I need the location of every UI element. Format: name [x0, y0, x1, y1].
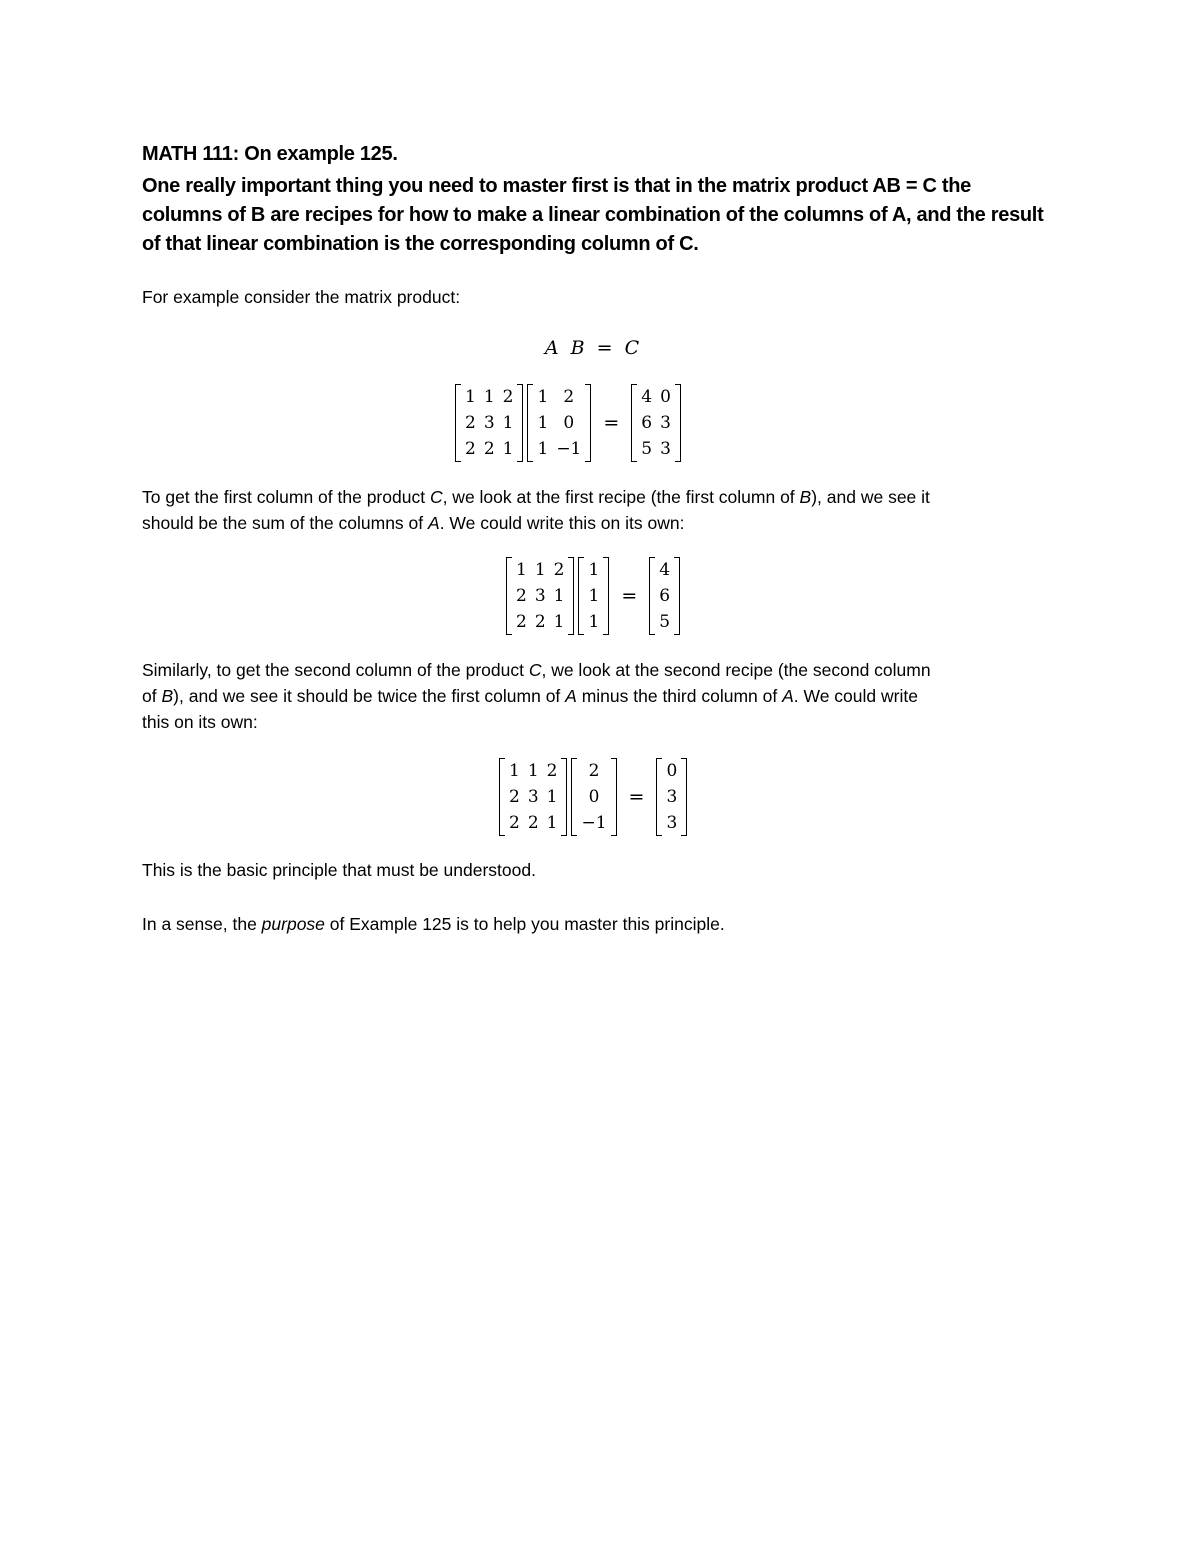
matrix-entry: 1 [534, 560, 546, 580]
symbol-c: C [624, 337, 640, 359]
matrix-entry: 1 [502, 413, 514, 433]
paragraph-line: Similarly, to get the second column of the product C, we look at the second recipe (the second column [142, 660, 931, 680]
second-column-paragraph [142, 657, 1052, 735]
matrix-entry: 2 [502, 387, 514, 407]
matrix-entry: −1 [556, 439, 582, 459]
matrix-row [655, 583, 674, 609]
matrix-entry: 2 [516, 586, 527, 606]
abc-equation [142, 337, 1042, 359]
matrix-grid [512, 557, 568, 635]
matrix-entry: 2 [509, 813, 520, 833]
matrix-entry: 1 [509, 761, 520, 781]
matrix-grid [637, 384, 675, 462]
matrix-entry: 3 [666, 787, 678, 807]
matrix-row [461, 436, 517, 462]
matrix-grid [505, 758, 561, 836]
matrix-row [577, 810, 610, 836]
matrix-row [655, 557, 674, 583]
matrix-entry: 3 [660, 413, 671, 433]
matrix-entry: 1 [516, 560, 527, 580]
matrix-a [499, 758, 567, 836]
matrix-entry: 2 [509, 787, 520, 807]
matrix-row [512, 557, 568, 583]
matrix-a [455, 384, 523, 462]
matrix-entry: 5 [641, 439, 653, 459]
matrix-entry: 1 [588, 612, 600, 632]
matrix-entry: 3 [666, 813, 678, 833]
matrix-grid [577, 758, 610, 836]
matrix-grid [655, 557, 674, 635]
matrix-entry: 3 [483, 413, 495, 433]
matrix-grid [584, 557, 603, 635]
paragraph-line: of B), and we see it should be twice the first column of A minus the third column of A. We could write [142, 686, 918, 706]
matrix-entry: 1 [546, 813, 558, 833]
matrix-entry: 2 [516, 612, 527, 632]
matrix-entry: 1 [553, 612, 565, 632]
equals-sign: = [603, 412, 620, 434]
matrix-entry: 1 [546, 787, 558, 807]
matrix-row [512, 583, 568, 609]
matrix-entry: 1 [537, 413, 549, 433]
matrix-row [512, 609, 568, 635]
recipe-vector-1 [578, 557, 609, 635]
matrix-entry: 1 [588, 586, 600, 606]
matrix-row [577, 758, 610, 784]
first-column-paragraph [142, 484, 1052, 536]
matrix-row [461, 410, 517, 436]
matrix-entry: 1 [537, 439, 549, 459]
second-column-equation [497, 758, 689, 836]
matrix-row [533, 384, 585, 410]
matrix-c [631, 384, 681, 462]
matrix-entry: 3 [534, 586, 546, 606]
matrix-entry: 3 [527, 787, 539, 807]
matrix-row [584, 609, 603, 635]
recipe-vector-2 [571, 758, 616, 836]
matrix-row [577, 784, 610, 810]
matrix-entry: 4 [659, 560, 671, 580]
matrix-entry: 3 [660, 439, 671, 459]
matrix-entry: 1 [483, 387, 495, 407]
paragraph-line: this on its own: [142, 712, 258, 732]
matrix-row [533, 410, 585, 436]
matrix-row [655, 609, 674, 635]
matrix-row [461, 384, 517, 410]
matrix-b [527, 384, 591, 462]
matrix-entry: 6 [659, 586, 671, 606]
matrix-entry: 1 [537, 387, 549, 407]
purpose-paragraph: In a sense, the purpose of Example 125 is to help you master this principle. [142, 914, 725, 934]
symbol-b: B [570, 337, 585, 359]
document-title: MATH 111: On example 125. [142, 143, 398, 165]
matrix-a [506, 557, 574, 635]
matrix-entry: 1 [588, 560, 600, 580]
matrix-grid [662, 758, 681, 836]
principle-paragraph: This is the basic principle that must be understood. [142, 860, 536, 880]
paragraph-line: To get the first column of the product C, we look at the first recipe (the first column of B), and we see it [142, 487, 930, 507]
matrix-entry: 1 [502, 439, 514, 459]
intro-paragraph: One really important thing you need to master first is that in the matrix product AB = C the columns of B are recipes for how to make a linear combination of the columns of A, and the result of that linear combination is the corresponding column of C. [142, 175, 1044, 255]
matrix-entry: 2 [563, 387, 575, 407]
matrix-entry: 2 [465, 413, 476, 433]
matrix-entry: 2 [553, 560, 565, 580]
first-column-equation [504, 557, 682, 635]
matrix-entry: 2 [527, 813, 539, 833]
matrix-entry: 4 [641, 387, 653, 407]
matrix-row [505, 810, 561, 836]
matrix-row [533, 436, 585, 462]
matrix-row [505, 784, 561, 810]
matrix-row [662, 810, 681, 836]
full-matrix-equation [453, 384, 683, 462]
matrix-entry: 1 [465, 387, 476, 407]
matrix-entry: 2 [588, 761, 600, 781]
matrix-entry: 2 [534, 612, 546, 632]
matrix-entry: 2 [546, 761, 558, 781]
matrix-row [637, 436, 675, 462]
matrix-entry: 2 [465, 439, 476, 459]
equals-sign: = [628, 786, 645, 808]
matrix-entry: 1 [527, 761, 539, 781]
matrix-row [505, 758, 561, 784]
matrix-grid [461, 384, 517, 462]
matrix-grid [533, 384, 585, 462]
matrix-entry: 0 [563, 413, 575, 433]
equals-sign: = [621, 585, 638, 607]
matrix-entry: 6 [641, 413, 653, 433]
paragraph-line: should be the sum of the columns of A. We could write this on its own: [142, 513, 685, 533]
matrix-row [662, 758, 681, 784]
matrix-entry: 0 [660, 387, 671, 407]
result-vector-1 [649, 557, 680, 635]
matrix-row [584, 583, 603, 609]
matrix-row [662, 784, 681, 810]
emphasis-purpose: purpose [261, 914, 325, 934]
symbol-a: A [544, 337, 559, 359]
matrix-entry: 2 [483, 439, 495, 459]
matrix-entry: 0 [666, 761, 678, 781]
matrix-entry: −1 [581, 813, 607, 833]
matrix-entry: 1 [553, 586, 565, 606]
matrix-row [584, 557, 603, 583]
matrix-entry: 0 [588, 787, 600, 807]
equals-sign: = [596, 337, 613, 359]
example-intro-paragraph: For example consider the matrix product: [142, 287, 461, 307]
matrix-row [637, 384, 675, 410]
matrix-row [637, 410, 675, 436]
matrix-entry: 5 [659, 612, 671, 632]
result-vector-2 [656, 758, 687, 836]
